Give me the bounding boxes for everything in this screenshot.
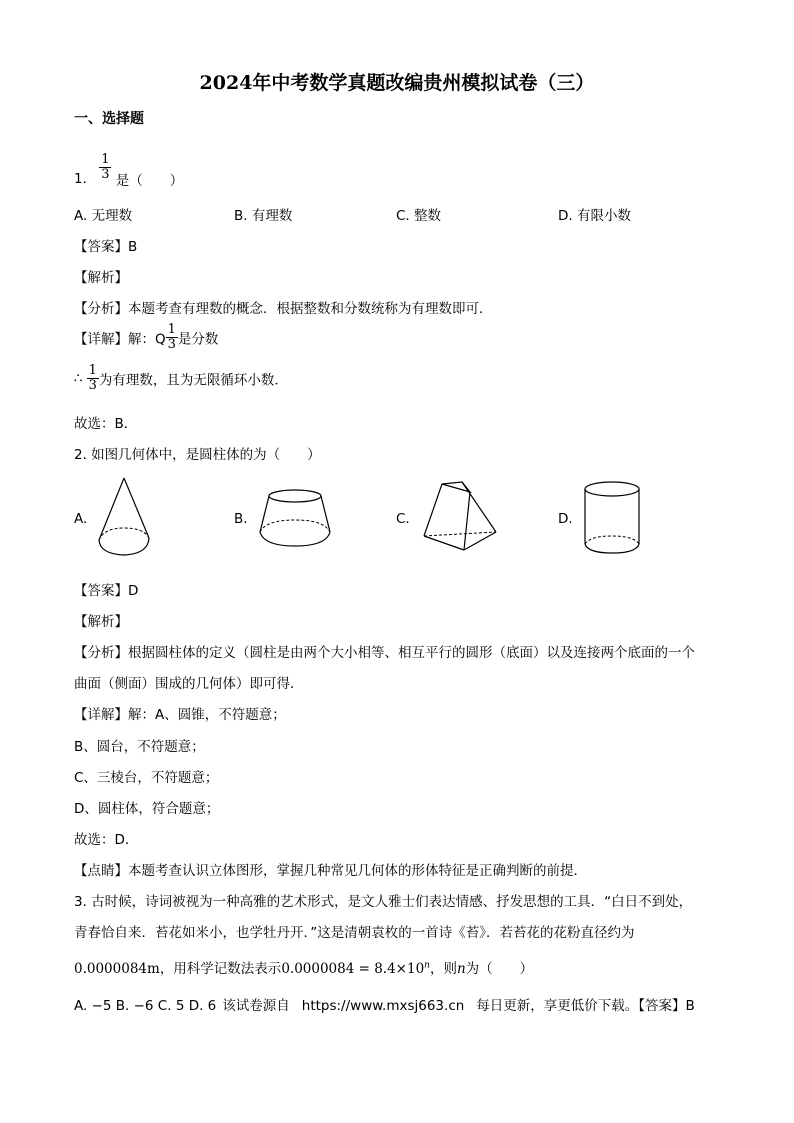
q3-line3 (74, 957, 533, 977)
q2-line-b: B、圆台，不符题意； (74, 739, 205, 755)
q1-fenxi (74, 297, 493, 317)
frustum-figure (258, 488, 332, 550)
q1-stem-text: 是（ ） (115, 173, 184, 189)
section-heading: 一、选择题 (74, 111, 144, 127)
line2-fraction (87, 364, 99, 393)
q2-label-b: B. (234, 511, 248, 527)
q1-answer (74, 235, 137, 255)
dianjing-text: 本题考查认识立体图形，掌握几种常见几何体的形体特征是正确判断的前提． (128, 863, 587, 879)
q2-analysis-tag: 【解析】 (74, 614, 128, 630)
q3-text-e: 为（ ） (465, 961, 534, 977)
q3-line2: 青春恰自来．苔花如米小，也学牡丹开．”这是清朝袁枚的一首诗《苔》．若苔花的花粉直径约为 (74, 925, 635, 941)
footer-text-b: 每日更新，享更低价下载。 (476, 998, 639, 1014)
xiangjie-tag: 【详解】 (74, 331, 128, 348)
q1-option-a: A. 无理数 (74, 208, 133, 224)
answer-tag: 【答案】 (74, 583, 128, 599)
fraction-denominator: 3 (88, 378, 97, 393)
q1-xiangjie (74, 323, 218, 352)
triangular-frustum-figure (422, 480, 498, 552)
q1-number: 1. (74, 171, 87, 187)
q3-text-b: ，用科学记数法表示 (159, 961, 282, 977)
q2-dianjing (74, 859, 587, 879)
fenxi-tag: 【分析】 (74, 645, 128, 661)
answer-value: D (128, 583, 139, 599)
q3-variable: n (456, 961, 466, 977)
xiangjie-fraction (166, 323, 178, 352)
footer-url[interactable]: https://www.mxsj663.cn (301, 998, 465, 1014)
footer-text-a: 该试卷源自 (222, 998, 290, 1014)
q1-stem (74, 145, 183, 189)
q2-line-d: D、圆柱体，符合题意； (74, 801, 220, 817)
therefore-text: 为有理数，且为无限循环小数． (98, 372, 288, 389)
q2-answer (74, 579, 138, 599)
page-title: 2024年中考数学真题改编贵州模拟试卷（三） (199, 72, 595, 94)
q2-label-d: D. (558, 511, 573, 527)
q1-analysis-tag: 【解析】 (74, 270, 128, 286)
fenxi-text: 本题考查有理数的概念．根据整数和分数统称为有理数即可． (128, 301, 493, 317)
q3-exponent: n (424, 960, 430, 971)
q1-fraction-numerator: 1 (101, 151, 110, 167)
q2-line-c: C、三棱台，不符题意； (74, 770, 219, 786)
answer-value: B (685, 998, 695, 1014)
therefore-symbol: ∴ (74, 370, 83, 387)
xiangjie-text: 解：A、圆锥，不符题意； (128, 707, 286, 723)
q2-stem: 2. 如图几何体中，是圆柱体的为（ ） (74, 447, 321, 463)
q1-option-d: D. 有限小数 (558, 208, 631, 224)
q2-fenxi-line2: 曲面（侧面）围成的几何体）即可得． (74, 676, 304, 692)
fraction-denominator: 3 (167, 337, 176, 352)
q3-text-d: ，则 (429, 961, 457, 977)
q3-options-line (74, 994, 695, 1014)
q1-therefore-line (74, 364, 288, 393)
cylinder-figure (582, 480, 642, 556)
q2-fenxi-line1 (74, 641, 695, 661)
cone-figure (96, 476, 152, 558)
q1-fraction-denominator: 3 (101, 166, 110, 182)
q1-option-c: C. 整数 (396, 208, 442, 224)
fraction-numerator: 1 (167, 322, 176, 337)
q3-line1: 3. 古时候，诗词被视为一种高雅的艺术形式，是文人雅士们表达情感、抒发思想的工具．“白日不到处， (74, 894, 693, 910)
q3-equation: 0.0000084 = 8.4×10 (281, 961, 425, 977)
q1-option-b: B. 有理数 (234, 208, 293, 224)
fenxi-tag: 【分析】 (74, 301, 128, 317)
dianjing-tag: 【点睛】 (74, 863, 128, 879)
xiangjie-pre: 解：Q (128, 331, 166, 348)
q2-label-c: C. (396, 511, 410, 527)
answer-tag: 【答案】 (638, 998, 686, 1014)
fraction-numerator: 1 (88, 363, 97, 378)
xiangjie-post: 是分数 (177, 331, 219, 348)
xiangjie-tag: 【详解】 (74, 707, 128, 723)
fenxi-text: 根据圆柱体的定义（圆柱是由两个大小相等、相互平行的圆形（底面）以及连接两个底面的一个 (128, 645, 695, 661)
answer-tag: 【答案】 (74, 239, 128, 255)
q2-xiangjie (74, 703, 286, 723)
q2-choose: 故选：D． (74, 832, 139, 848)
answer-value: B (128, 239, 138, 255)
q2-label-a: A. (74, 511, 88, 527)
q3-value: 0.0000084m (74, 961, 160, 977)
q1-choose: 故选：B． (74, 416, 138, 432)
q1-fraction (99, 153, 111, 182)
q3-options: A. −5 B. −6 C. 5 D. 6 (74, 998, 217, 1014)
